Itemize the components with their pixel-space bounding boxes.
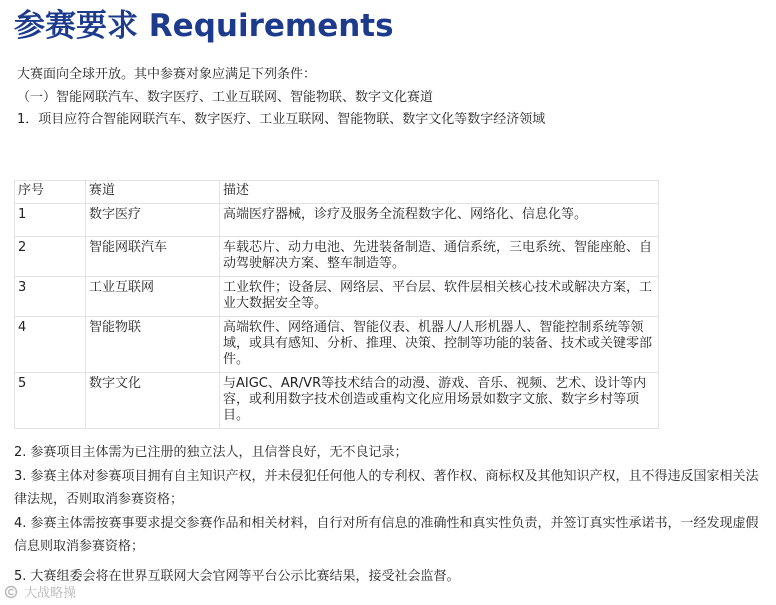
c-circle-icon bbox=[4, 585, 20, 599]
table-header-row bbox=[15, 181, 659, 204]
intro-line: 大赛面向全球开放。其中参赛对象应满足下列条件： bbox=[17, 67, 317, 82]
cell-track: 工业互联网 bbox=[86, 277, 220, 317]
intro-line: （一）智能网联汽车、数字医疗、工业互联网、智能物联、数字文化赛道 bbox=[17, 89, 434, 105]
cell-track: 数字医疗 bbox=[86, 204, 220, 237]
cell-desc: 与AIGC、AR/VR等技术结合的动漫、游戏、音乐、视频、艺术、设计等内容，或利用数字技术创造或重构文化应用场景如数字文旅、数字乡村等项目。 bbox=[220, 373, 659, 429]
cell-no: 1 bbox=[15, 204, 86, 237]
header-no: 序号 bbox=[15, 181, 86, 204]
header-track: 赛道 bbox=[86, 181, 220, 204]
cell-no: 5 bbox=[15, 373, 86, 429]
table-row bbox=[15, 277, 659, 317]
cell-no: 2 bbox=[15, 237, 86, 277]
table-row bbox=[15, 237, 659, 277]
term-item: 4. 参赛主体需按赛事要求提交参赛作品和相关材料，自行对所有信息的准确性和真实性负责，并签订真实性承诺书，一经发现虚假信息则取消参赛资格； bbox=[14, 515, 759, 554]
track-table bbox=[14, 180, 659, 429]
cell-no: 3 bbox=[15, 277, 86, 317]
cell-desc: 高端软件、网络通信、智能仪表、机器人/人形机器人、智能控制系统等领域，或具有感知、分析、推理、决策、控制等功能的装备、技术或关键零部件。 bbox=[220, 317, 659, 373]
intro-line: 1．项目应符合智能网联汽车、数字医疗、工业互联网、智能物联、数字文化等数字经济领域 bbox=[17, 112, 546, 127]
cell-desc: 高端医疗器械，诊疗及服务全流程数字化、网络化、信息化等。 bbox=[220, 204, 659, 237]
cell-desc: 工业软件；设备层、网络层、平台层、软件层相关核心技术或解决方案，工业大数据安全等。 bbox=[220, 277, 659, 317]
terms-section bbox=[14, 441, 762, 588]
page-title: 参赛要求 Requirements bbox=[14, 8, 394, 44]
cell-track: 智能网联汽车 bbox=[86, 237, 220, 277]
table-row bbox=[15, 373, 659, 429]
term-item: 2. 参赛项目主体需为已注册的独立法人，且信誉良好，无不良记录； bbox=[14, 445, 408, 460]
term-item: 5. 大赛组委会将在世界互联网大会官网等平台公示比赛结果，接受社会监督。 bbox=[14, 568, 460, 584]
watermark bbox=[4, 582, 76, 601]
watermark-text: 大战略操 bbox=[24, 586, 77, 601]
table-row bbox=[15, 317, 659, 373]
term-item: 3. 参赛主体对参赛项目拥有自主知识产权，并未侵犯任何他人的专利权、著作权、商标权及其他知识产权，且不得违反国家相关法律法规，否则取消参赛资格； bbox=[14, 468, 759, 507]
cell-desc: 车载芯片、动力电池、先进装备制造、通信系统，三电系统、智能座舱、自动驾驶解决方案、整车制造等。 bbox=[220, 237, 659, 277]
table-row bbox=[15, 204, 659, 237]
cell-no: 4 bbox=[15, 317, 86, 373]
cell-track: 智能物联 bbox=[86, 317, 220, 373]
intro-section bbox=[17, 64, 545, 132]
header-desc: 描述 bbox=[220, 181, 659, 204]
cell-track: 数字文化 bbox=[86, 373, 220, 429]
